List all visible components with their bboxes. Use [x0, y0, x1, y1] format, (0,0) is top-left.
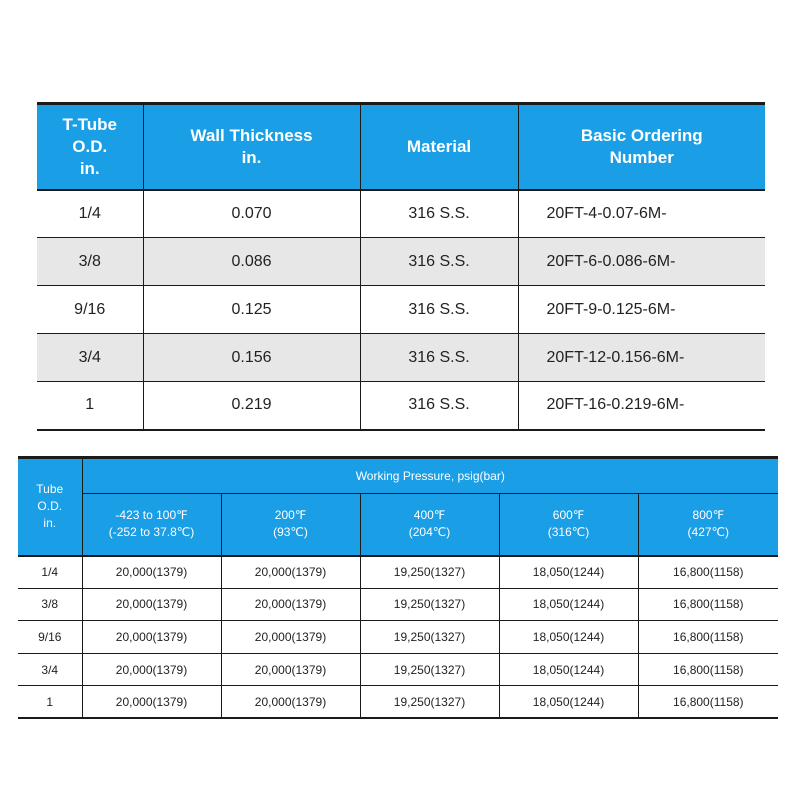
cell-pressure: 19,250(1327) [360, 653, 499, 686]
header-temp-400f: 400℉ (204℃) [360, 494, 499, 556]
cell-ordering-number: 20FT-9-0.125-6M- [518, 286, 765, 334]
cell-tube-od: 1/4 [37, 190, 143, 238]
cell-tube-od: 3/4 [37, 334, 143, 382]
header-ordering-number: Basic Ordering Number [518, 104, 765, 190]
table-row [37, 286, 765, 334]
header-tube-od: T-Tube O.D. in. [37, 104, 143, 190]
cell-pressure: 18,050(1244) [499, 621, 638, 654]
cell-pressure: 20,000(1379) [82, 556, 221, 589]
cell-ordering-number: 20FT-6-0.086-6M- [518, 238, 765, 286]
cell-tube-od: 3/4 [18, 653, 82, 686]
cell-pressure: 19,250(1327) [360, 556, 499, 589]
cell-pressure: 16,800(1158) [638, 686, 778, 719]
cell-pressure: 20,000(1379) [82, 653, 221, 686]
cell-pressure: 20,000(1379) [221, 686, 360, 719]
table-row [37, 334, 765, 382]
cell-pressure: 16,800(1158) [638, 588, 778, 621]
cell-wall-thickness: 0.125 [143, 286, 360, 334]
header-tube-od: Tube O.D. in. [18, 458, 82, 556]
cell-tube-od: 1 [46, 694, 54, 709]
cell-pressure: 19,250(1327) [360, 588, 499, 621]
cell-pressure: 20,000(1379) [221, 621, 360, 654]
cell-tube-od: 3/8 [18, 588, 82, 621]
header-temp-200f: 200℉ (93℃) [221, 494, 360, 556]
cell-tube-od: 9/16 [37, 286, 143, 334]
cell-material: 316 S.S. [360, 238, 518, 286]
tube-spec-table [37, 102, 765, 431]
working-pressure-table [18, 456, 778, 719]
cell-material: 316 S.S. [360, 286, 518, 334]
cell-pressure: 20,000(1379) [82, 588, 221, 621]
pressure-group-header-row [18, 458, 778, 494]
header-temp-600f: 600℉ (316℃) [499, 494, 638, 556]
tube-spec-header-row [37, 104, 765, 190]
header-wall-thickness: Wall Thickness in. [143, 104, 360, 190]
table-row [37, 190, 765, 238]
table-row [18, 621, 778, 654]
cell-pressure: 16,800(1158) [638, 653, 778, 686]
table-row [18, 588, 778, 621]
table-row [18, 686, 778, 719]
cell-ordering-number: 20FT-16-0.219-6M- [518, 382, 765, 430]
cell-pressure: 18,050(1244) [499, 686, 638, 719]
cell-ordering-number: 20FT-12-0.156-6M- [518, 334, 765, 382]
cell-pressure: 16,800(1158) [638, 556, 778, 589]
cell-wall-thickness: 0.156 [143, 334, 360, 382]
cell-pressure: 19,250(1327) [360, 686, 499, 719]
cell-pressure: 20,000(1379) [221, 588, 360, 621]
cell-pressure: 20,000(1379) [221, 556, 360, 589]
cell-pressure: 19,250(1327) [360, 621, 499, 654]
cell-tube-od: 1/4 [18, 556, 82, 589]
header-material: Material [360, 104, 518, 190]
cell-pressure: 18,050(1244) [499, 588, 638, 621]
cell-pressure: 18,050(1244) [499, 556, 638, 589]
temperature-header-row [18, 494, 778, 556]
table-row [18, 653, 778, 686]
cell-pressure: 20,000(1379) [221, 653, 360, 686]
cell-tube-od: 1 [37, 382, 143, 430]
cell-pressure: 16,800(1158) [638, 621, 778, 654]
cell-tube-od: 9/16 [18, 621, 82, 654]
cell-material: 316 S.S. [360, 334, 518, 382]
header-working-pressure: Working Pressure, psig(bar) [82, 458, 778, 494]
header-temp-100f: -423 to 100℉ (-252 to 37.8℃) [82, 494, 221, 556]
cell-pressure: 18,050(1244) [499, 653, 638, 686]
table-row [37, 382, 765, 430]
cell-wall-thickness: 0.070 [143, 190, 360, 238]
cell-tube-od: 3/8 [37, 238, 143, 286]
table-row [18, 556, 778, 589]
cell-pressure: 20,000(1379) [82, 621, 221, 654]
table-row [37, 238, 765, 286]
header-temp-800f: 800℉ (427℃) [638, 494, 778, 556]
cell-ordering-number: 20FT-4-0.07-6M- [518, 190, 765, 238]
cell-pressure: 20,000(1379) [82, 686, 221, 719]
cell-material: 316 S.S. [360, 382, 518, 430]
cell-material: 316 S.S. [360, 190, 518, 238]
cell-wall-thickness: 0.219 [143, 382, 360, 430]
cell-wall-thickness: 0.086 [143, 238, 360, 286]
